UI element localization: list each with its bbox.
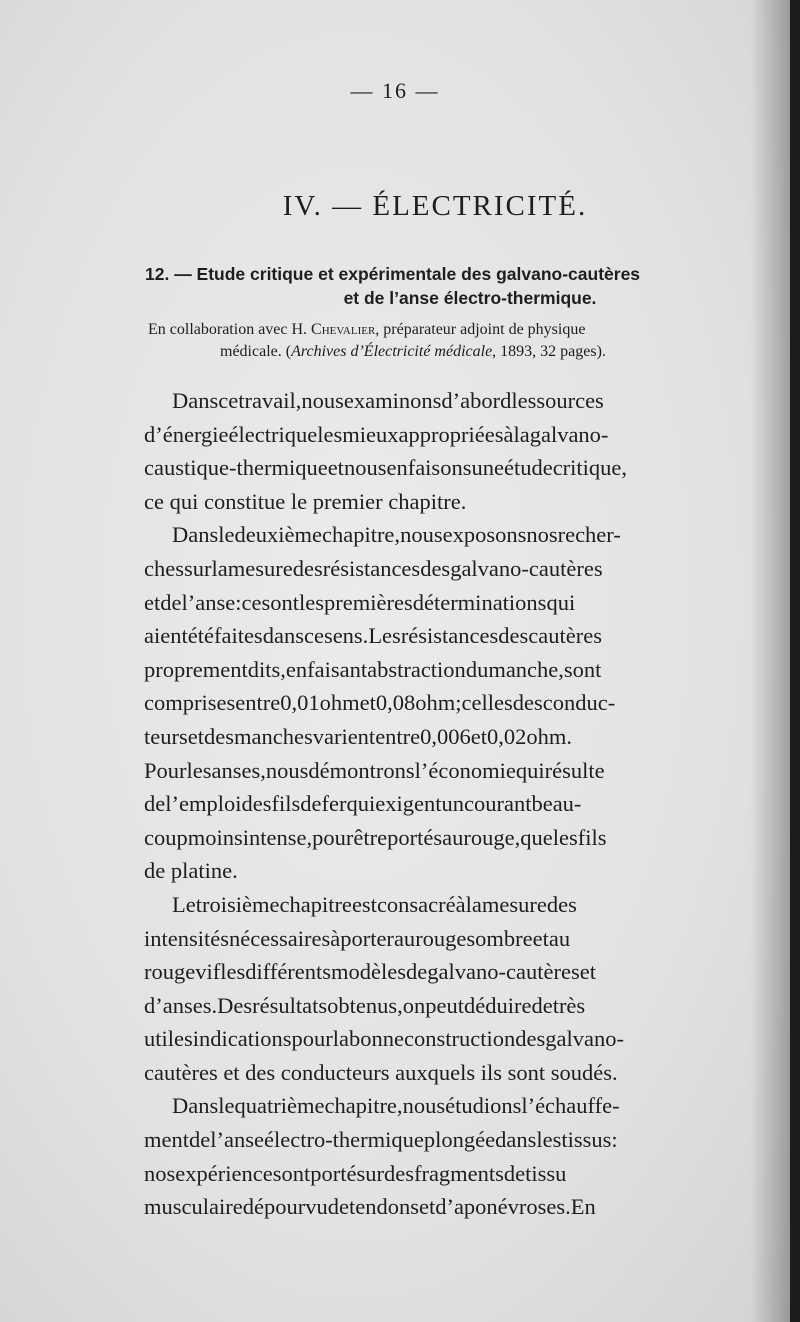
meta-author-name: Chevalier — [311, 321, 376, 338]
body-line: Letroisièmechapitreestconsacréàlamesuredes — [172, 891, 577, 917]
page-number: — 16 — — [350, 78, 440, 103]
meta-line2-end: , 1893, 32 pages). — [492, 343, 606, 360]
body-line: nosexpériencesontportésurdesfragmentsdetissu — [144, 1160, 567, 1186]
body-line: utilesindicationspourlabonneconstructiondesgalvano- — [144, 1026, 624, 1052]
entry-meta — [148, 319, 758, 363]
body-line: Dansledeuxièmechapitre,nousexposonsnosrecher- — [172, 522, 621, 548]
body-line: teursetdesmanchesvariententre0,006et0,02ohm. — [144, 723, 573, 749]
body-line: Pourlesanses,nousdémontronsl’économiequirésulte — [144, 757, 605, 783]
body-line: cautères et des conducteurs auxquels ils sont soudés. — [144, 1059, 618, 1085]
body-line: mentdel’anseélectro-thermiqueplongéedanslestissus: — [144, 1127, 618, 1153]
meta-line-2 — [148, 341, 758, 363]
body-line: proprementdits,enfaisantabstractiondumanche,sont — [144, 656, 602, 682]
entry-title-line-1: 12. — Etude critique et expérimentale des galvano-cautères — [145, 264, 641, 284]
meta-prefix: En collaboration avec H. — [148, 321, 312, 338]
body-line: etdel’anse:cesontlespremièresdéterminationsqui — [144, 589, 576, 615]
body-line: comprisesentre0,01ohmet0,08ohm;cellesdesconduc- — [144, 690, 616, 716]
body-line: d’anses.Desrésultatsobtenus,onpeutdéduiredetrès — [144, 992, 586, 1018]
entry-title — [145, 262, 755, 310]
meta-journal: Archives d’Électricité médicale — [291, 343, 493, 360]
body-line: Danscetravail,nousexaminonsd’abordlessources — [172, 388, 604, 413]
body-line: coupmoinsintense,pourêtreportésaurouge,quelesfils — [144, 824, 607, 850]
body-line: aientétéfaitesdanscesens.Lesrésistancesdescautères — [144, 623, 602, 649]
body-line: Danslequatrièmechapitre,nousétudionsl’échauffe- — [172, 1093, 620, 1119]
body-line: intensitésnécessairesàporteraurougesombreetau — [144, 925, 571, 951]
body-line: ce qui constitue le premier chapitre. — [144, 488, 467, 514]
meta-suffix: , préparateur adjoint de physique — [375, 321, 586, 338]
body-line: del’emploidesfilsdeferquiexigentuncourantbeau- — [144, 791, 582, 817]
body-line: musculairedépourvudetendonsetd’aponévroses.En — [144, 1194, 596, 1220]
body-line: chessurlamesuredesrésistancesdesgalvano-cautères — [144, 555, 603, 581]
body-line: rougeviflesdifférentsmodèlesdegalvano-cautèreset — [144, 959, 596, 985]
meta-line2-plain: médicale. ( — [220, 343, 292, 360]
body-line: caustique-thermiqueetnousenfaisonsuneétudecritique, — [144, 455, 628, 481]
body-text — [144, 384, 746, 1224]
body-line: d’énergieélectriquelesmieuxappropriéesàlagalvano- — [144, 421, 609, 447]
body-line: de platine. — [144, 858, 238, 884]
section-title: IV. — ÉLECTRICITÉ. — [282, 190, 588, 222]
binding-edge — [790, 0, 800, 1322]
entry-title-line-2: et de l’anse électro-thermique. — [343, 288, 597, 308]
